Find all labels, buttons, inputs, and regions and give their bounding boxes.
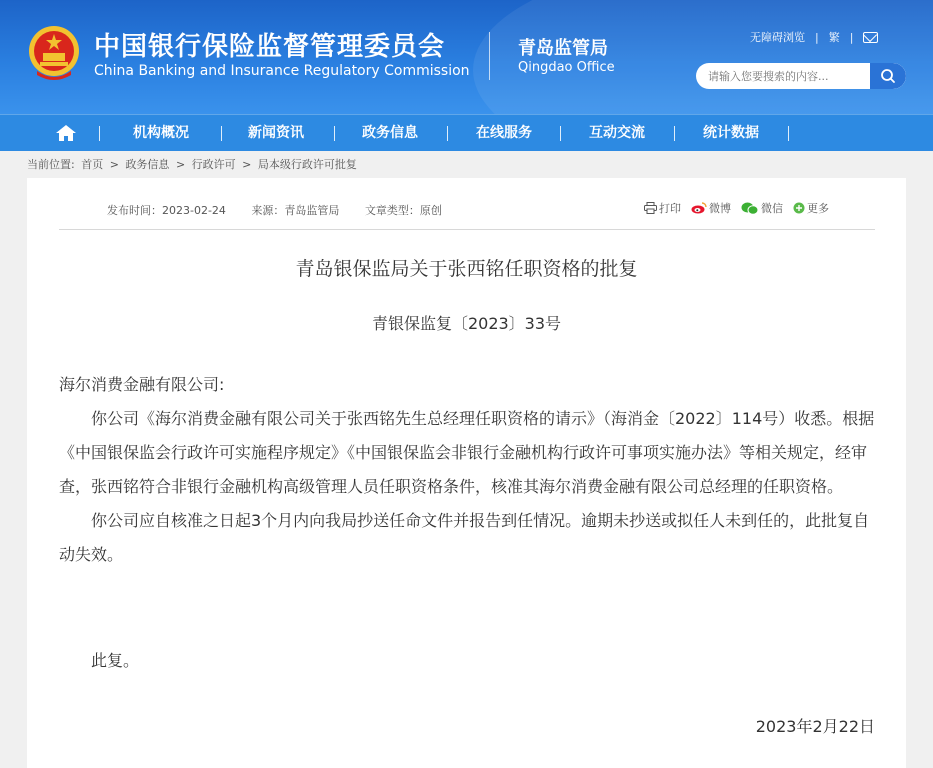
- search-box: [696, 63, 906, 89]
- breadcrumb-separator: >: [242, 158, 252, 171]
- weibo-icon: [691, 202, 707, 214]
- nav-item-interaction[interactable]: 互动交流: [589, 125, 645, 141]
- wechat-icon: [741, 202, 759, 215]
- home-icon[interactable]: [55, 124, 77, 142]
- org-name-en: China Banking and Insurance Regulatory Commission: [94, 63, 470, 79]
- article-source: 来源：青岛监管局: [251, 204, 340, 217]
- main-nav: [0, 114, 933, 151]
- nav-separator: [99, 126, 100, 141]
- article-meta: [107, 202, 464, 218]
- nav-separator: [334, 126, 335, 141]
- wechat-share-button[interactable]: [741, 200, 783, 216]
- breadcrumb-government-info[interactable]: 政务信息: [125, 158, 170, 171]
- closing-text: 此复。: [91, 651, 140, 670]
- nav-item-about[interactable]: 机构概况: [133, 125, 189, 141]
- print-label: 打印: [659, 202, 681, 215]
- salutation: 海尔消费金融有限公司:: [59, 375, 225, 394]
- weibo-label: 微博: [709, 202, 731, 215]
- nav-separator: [221, 126, 222, 141]
- plus-circle-icon: [793, 202, 805, 214]
- article-body: [59, 368, 877, 572]
- breadcrumb: [27, 156, 360, 172]
- breadcrumb-separator: >: [109, 158, 119, 171]
- signature-date: 2023年2月22日: [755, 717, 875, 736]
- nav-item-news[interactable]: 新闻资讯: [248, 125, 304, 141]
- meta-divider: [59, 229, 875, 230]
- share-bar: [644, 200, 839, 216]
- tools-separator: |: [849, 30, 854, 44]
- search-button[interactable]: [870, 63, 906, 89]
- nav-separator: [788, 126, 789, 141]
- header-divider: [489, 32, 490, 80]
- breadcrumb-admin-license[interactable]: 行政许可: [191, 158, 236, 171]
- office-name-en: Qingdao Office: [518, 60, 615, 75]
- nav-item-online-service[interactable]: 在线服务: [476, 125, 532, 141]
- article-panel: [27, 178, 906, 768]
- mail-icon[interactable]: [863, 32, 878, 43]
- breadcrumb-label: 当前位置:: [27, 158, 75, 171]
- org-name-cn: 中国银行保险监督管理委员会: [94, 32, 446, 62]
- office-name-cn: 青岛监管局: [518, 38, 608, 59]
- document-number: 青银保监复〔2023〕33号: [371, 314, 562, 333]
- nav-separator: [674, 126, 675, 141]
- print-button[interactable]: [644, 200, 681, 216]
- national-emblem-icon[interactable]: [27, 25, 81, 81]
- nav-separator: [560, 126, 561, 141]
- accessible-browse-link[interactable]: 无障碍浏览: [750, 31, 805, 44]
- nav-separator: [447, 126, 448, 141]
- breadcrumb-home[interactable]: 首页: [81, 158, 104, 171]
- more-share-button[interactable]: [793, 200, 829, 216]
- article-type: 文章类型：原创: [364, 204, 442, 217]
- search-input[interactable]: [696, 63, 878, 89]
- printer-icon: [644, 202, 657, 214]
- wechat-label: 微信: [761, 202, 783, 215]
- weibo-share-button[interactable]: [691, 200, 731, 216]
- publish-date: 发布时间：2023-02-24: [107, 204, 226, 217]
- tools-separator: |: [815, 30, 819, 44]
- nav-item-government-info[interactable]: 政务信息: [362, 125, 418, 141]
- more-label: 更多: [807, 202, 829, 215]
- body-paragraph: 你公司应自核准之日起3个月内向我局抄送任命文件并报告到任情况。逾期未抄送或拟任人未到任的，此批复自动失效。: [59, 511, 870, 564]
- site-header: [0, 0, 933, 114]
- traditional-chinese-link[interactable]: 繁: [828, 31, 840, 44]
- header-tools: [750, 28, 878, 46]
- nav-item-statistics[interactable]: 统计数据: [703, 125, 759, 141]
- body-paragraph: 你公司《海尔消费金融有限公司关于张西铭先生总经理任职资格的请示》（海消金〔2022〕114号）收悉。根据《中国银保监会行政许可实施程序规定》《中国银保监会非银行金融机构行政许可事项实施办法》等相关规定，经审查，张西铭符合非银行金融机构高级管理人员任职资格条件，核准其海尔消费金融有限公司总经理的任职资格。: [59, 409, 875, 496]
- breadcrumb-separator: >: [175, 158, 186, 171]
- breadcrumb-current[interactable]: 局本级行政许可批复: [257, 158, 357, 171]
- article-title: 青岛银保监局关于张西铭任职资格的批复: [295, 258, 638, 280]
- search-icon: [870, 63, 906, 89]
